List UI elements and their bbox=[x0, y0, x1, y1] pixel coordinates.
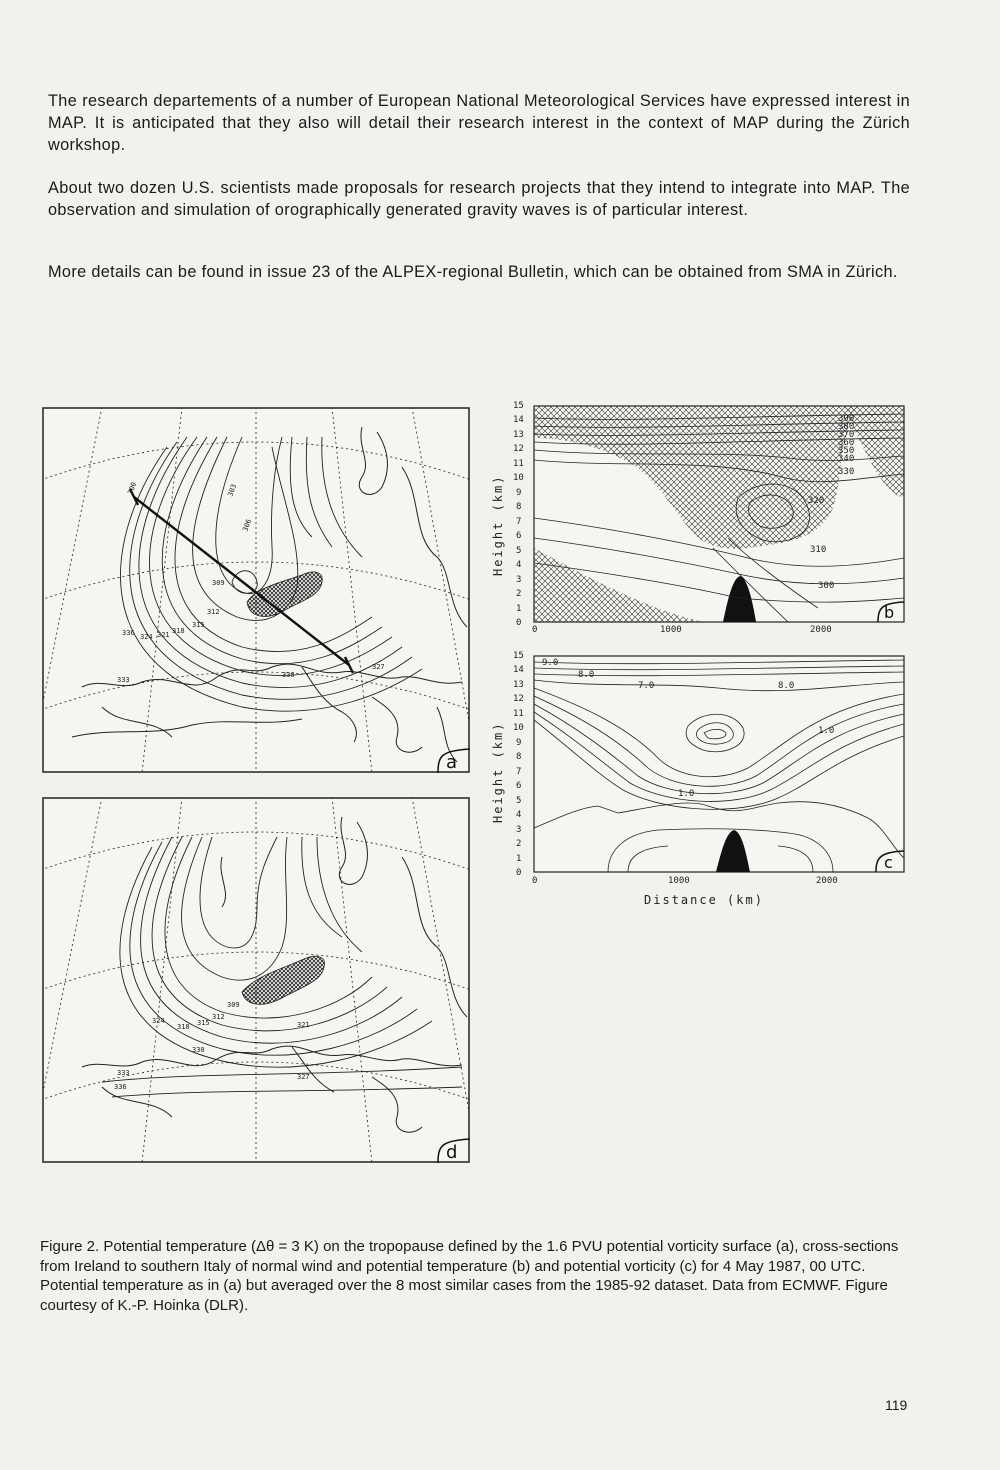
c-y-tick: 11 bbox=[513, 709, 524, 719]
c-contour-label: 9.0 bbox=[542, 658, 559, 668]
map-d-figure bbox=[42, 797, 470, 1163]
map-a-contour-label-312: 312 bbox=[207, 608, 220, 616]
b-x-tick: 1000 bbox=[660, 625, 682, 632]
caption-lead: Figure 2. bbox=[40, 1238, 100, 1255]
b-y-tick: 4 bbox=[516, 560, 522, 570]
b-y-tick: 8 bbox=[516, 502, 522, 512]
b-contour-label-350: 350 bbox=[838, 446, 855, 456]
map-panel-d bbox=[42, 797, 470, 1163]
c-x-tick: 1000 bbox=[668, 876, 690, 886]
b-y-tick: 5 bbox=[516, 546, 522, 556]
map-d-contour-label-327: 327 bbox=[297, 1073, 310, 1081]
cross-section-c bbox=[488, 648, 908, 910]
c-x-axis-label: Distance (km) bbox=[644, 893, 764, 907]
map-a-contour-label-318: 318 bbox=[172, 627, 185, 635]
c-y-tick: 12 bbox=[513, 694, 524, 704]
map-a-contour-label-303: 303 bbox=[226, 483, 239, 498]
c-y-tick: 9 bbox=[516, 738, 522, 748]
c-contour-label: 8.0 bbox=[578, 670, 595, 680]
map-d-contour-label-333: 333 bbox=[117, 1069, 130, 1077]
c-y-tick: 0 bbox=[516, 868, 522, 878]
c-x-tick: 0 bbox=[532, 876, 538, 886]
map-d-contour-label-309: 309 bbox=[227, 1001, 240, 1009]
c-y-tick: 15 bbox=[513, 651, 524, 661]
map-a-contour-label-336: 336 bbox=[122, 629, 135, 637]
b-contour-label-390: 390 bbox=[838, 414, 855, 424]
caption-body: Potential temperature (Δθ = 3 K) on the tropopause defined by the 1.6 PVU potential vorticity surface (a), cross-sections from Ireland to southern Italy of normal wind and potential temperature (b) and potential vorticity (c) for 4 May 1987, 00 UTC. Potential temperature as in (a) but averaged over the 8 most similar cases from the 1985-92 dataset. Data from ECMWF. Figure courtesy of K.-P. Hoinka (DLR). bbox=[40, 1238, 899, 1314]
b-y-tick: 9 bbox=[516, 488, 522, 498]
figure-caption bbox=[40, 1237, 908, 1315]
panel-label-d: d bbox=[446, 1142, 458, 1163]
b-x-tick: 2000 bbox=[810, 625, 832, 632]
cross-section-c-figure bbox=[488, 648, 908, 910]
map-a-contour-label-333: 333 bbox=[117, 676, 130, 684]
cross-section-b-figure bbox=[488, 398, 908, 632]
b-contour-label-300: 300 bbox=[818, 581, 835, 591]
c-y-tick: 10 bbox=[513, 723, 524, 733]
c-y-tick: 3 bbox=[516, 825, 522, 835]
b-x-tick: 0 bbox=[532, 625, 538, 632]
map-panel-a bbox=[42, 407, 470, 773]
c-y-tick: 7 bbox=[516, 767, 522, 777]
c-y-tick: 5 bbox=[516, 796, 522, 806]
map-d-contour-label-318: 318 bbox=[177, 1023, 190, 1031]
map-d-contour-label-315: 315 bbox=[197, 1019, 210, 1027]
page-number: 119 bbox=[885, 1397, 908, 1413]
map-a-contour-label-300: 300 bbox=[126, 481, 139, 496]
map-d-contour-label-330: 330 bbox=[192, 1046, 205, 1054]
paragraph-3: More details can be found in issue 23 of the ALPEX-regional Bulletin, which can be obtained from SMA in Zürich. bbox=[48, 263, 898, 281]
map-d-contour-label-336: 336 bbox=[114, 1083, 127, 1091]
c-y-tick: 13 bbox=[513, 680, 524, 690]
b-y-tick: 14 bbox=[513, 415, 524, 425]
c-y-ticks bbox=[513, 651, 524, 878]
c-y-tick: 6 bbox=[516, 781, 522, 791]
c-y-tick: 1 bbox=[516, 854, 522, 864]
b-y-axis-label: Height (km) bbox=[491, 474, 505, 576]
b-y-tick: 10 bbox=[513, 473, 524, 483]
b-y-tick: 13 bbox=[513, 430, 524, 440]
b-y-tick: 6 bbox=[516, 531, 522, 541]
map-a-contour-label-309: 309 bbox=[212, 579, 225, 587]
cross-section-b bbox=[488, 398, 908, 632]
b-y-ticks bbox=[513, 401, 524, 628]
b-contour-label-380: 380 bbox=[838, 422, 855, 432]
panel-label-c: c bbox=[884, 853, 893, 872]
c-contour-label: 8.0 bbox=[778, 681, 795, 691]
c-y-axis-label: Height (km) bbox=[491, 721, 505, 823]
b-contour-label-360: 360 bbox=[838, 438, 855, 448]
c-y-tick: 2 bbox=[516, 839, 522, 849]
map-d-contour-label-321: 321 bbox=[297, 1021, 310, 1029]
map-a-contour-label-321: 321 bbox=[157, 631, 170, 639]
map-a-contour-label-306: 306 bbox=[241, 518, 254, 533]
b-y-tick: 0 bbox=[516, 618, 522, 628]
paragraph-2: About two dozen U.S. scientists made proposals for research projects that they intend to integrate into MAP. The observation and simulation of orographically generated gravity waves is of particular interest. bbox=[48, 179, 910, 219]
b-contour-label-370: 370 bbox=[838, 430, 855, 440]
map-a-contour-label-315: 315 bbox=[192, 621, 205, 629]
map-d-contour-label-312: 312 bbox=[212, 1013, 225, 1021]
c-contour-label: 1.0 bbox=[818, 726, 835, 736]
map-a-contour-label-330: 330 bbox=[282, 671, 295, 679]
b-y-tick: 3 bbox=[516, 575, 522, 585]
panel-label-a: a bbox=[446, 752, 458, 773]
b-y-tick: 11 bbox=[513, 459, 524, 469]
b-y-tick: 12 bbox=[513, 444, 524, 454]
b-contour-label-330: 330 bbox=[838, 467, 855, 477]
c-y-tick: 4 bbox=[516, 810, 522, 820]
c-x-tick: 2000 bbox=[816, 876, 838, 886]
b-contour-label-310: 310 bbox=[810, 545, 827, 555]
map-a-contour-label-324: 324 bbox=[140, 633, 153, 641]
b-y-tick: 7 bbox=[516, 517, 522, 527]
panel-label-b: b bbox=[884, 603, 895, 622]
map-d-contour-label-324: 324 bbox=[152, 1017, 165, 1025]
paragraph-1: The research departements of a number of European National Meteorological Services have expressed interest in MAP. It is anticipated that they also will detail their research interest in the context of MAP during the Zürich workshop. bbox=[48, 92, 910, 154]
b-y-tick: 1 bbox=[516, 604, 522, 614]
map-a-figure bbox=[42, 407, 470, 773]
c-y-tick: 14 bbox=[513, 665, 524, 675]
b-contour-label-320: 320 bbox=[808, 496, 825, 506]
b-y-tick: 2 bbox=[516, 589, 522, 599]
b-contour-label-340: 340 bbox=[838, 454, 855, 464]
c-y-tick: 8 bbox=[516, 752, 522, 762]
b-y-tick: 15 bbox=[513, 401, 524, 411]
map-a-contour-label-327: 327 bbox=[372, 663, 385, 671]
c-contour-label: 1.0 bbox=[678, 789, 695, 799]
c-contour-label: 7.0 bbox=[638, 681, 655, 691]
